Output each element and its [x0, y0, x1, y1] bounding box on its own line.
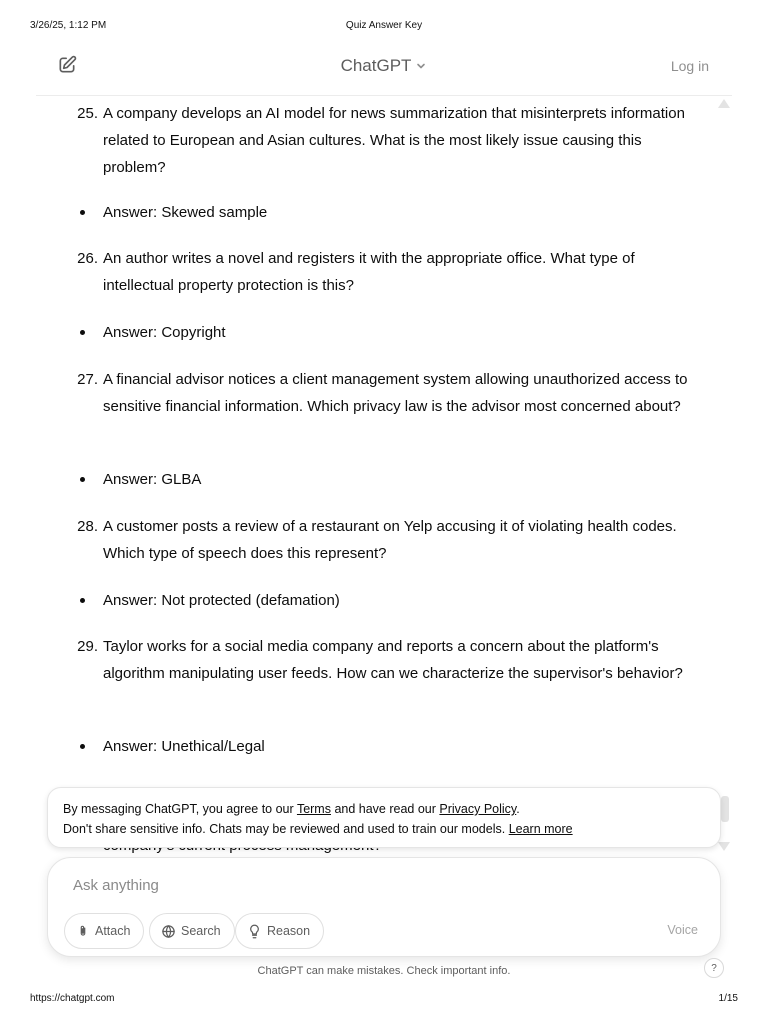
message-input[interactable]	[73, 873, 633, 897]
answer-item	[103, 587, 340, 614]
consent-line-1	[63, 799, 705, 819]
consent-text: .	[516, 802, 520, 816]
reason-button[interactable]	[235, 913, 324, 949]
question-text: A customer posts a review of a restaurant on Yelp accusing it of violating health codes. Which type of speech does this represent?	[103, 518, 677, 562]
login-button[interactable]: Log in	[670, 58, 709, 74]
question-item	[77, 513, 693, 567]
consent-text: and have read our	[330, 802, 440, 816]
question-item	[77, 100, 693, 181]
privacy-policy-link[interactable]: Privacy Policy	[439, 802, 517, 816]
question-item	[77, 633, 693, 687]
bullet	[80, 330, 85, 335]
print-header	[0, 20, 768, 34]
consent-text: By messaging ChatGPT, you agree to our	[63, 802, 297, 816]
question-text: Taylor works for a social media company and reports a concern about the platform's algorithm manipulating user feeds. How can we characterize the supervisor's behavior?	[103, 638, 683, 682]
print-datetime: 3/26/25, 1:12 PM	[30, 20, 107, 31]
print-url: https://chatgpt.com	[30, 993, 115, 1004]
answer-item	[103, 319, 226, 346]
answer-item	[103, 466, 201, 493]
scroll-down-arrow[interactable]	[718, 842, 730, 851]
answer-item	[103, 733, 265, 760]
answer-text: Answer: GLBA	[103, 471, 202, 488]
reason-label: Reason	[267, 924, 311, 938]
answer-text: Answer: Unethical/Legal	[103, 738, 265, 755]
bullet	[80, 210, 85, 215]
question-number: 26.	[77, 250, 98, 267]
terms-link[interactable]: Terms	[296, 802, 331, 816]
chevron-down-icon	[415, 57, 427, 77]
question-text: A company develops an AI model for news summarization that misinterprets information related to European and Asian cultures. What is the most likely issue causing this problem?	[103, 105, 685, 176]
model-selector[interactable]	[36, 56, 732, 77]
question-text: An author writes a novel and registers it with the appropriate office. What type of intellectual property protection is this?	[103, 250, 635, 294]
question-item	[77, 245, 693, 299]
message-composer	[47, 857, 721, 957]
help-button[interactable]: ?	[704, 958, 724, 978]
model-name: ChatGPT	[340, 56, 412, 75]
consent-line-2	[63, 819, 705, 839]
voice-button[interactable]: Voice	[667, 923, 698, 937]
print-doc-title: Quiz Answer Key	[345, 20, 423, 31]
question-text: A financial advisor notices a client management system allowing unauthorized access to sensitive financial information. Which privacy law is the advisor most concerned about?	[103, 371, 688, 415]
bullet	[80, 477, 85, 482]
question-number: 27.	[77, 371, 98, 388]
question-item	[77, 366, 693, 420]
globe-icon	[161, 924, 176, 939]
question-number: 29.	[77, 638, 98, 655]
attach-label: Attach	[95, 924, 131, 938]
scrollbar-thumb[interactable]	[721, 796, 729, 822]
app-header	[36, 46, 732, 96]
search-label: Search	[181, 924, 221, 938]
paperclip-icon	[76, 924, 90, 938]
answer-text: Answer: Skewed sample	[103, 204, 268, 221]
attach-button[interactable]	[64, 913, 144, 949]
consent-banner	[47, 787, 721, 848]
answer-item	[103, 199, 267, 226]
disclaimer-text: ChatGPT can make mistakes. Check important info.	[257, 965, 511, 977]
consent-text: Don't share sensitive info. Chats may be reviewed and used to train our models.	[63, 822, 509, 836]
search-button[interactable]	[149, 913, 235, 949]
answer-text: Answer: Not protected (defamation)	[103, 592, 340, 609]
learn-more-link[interactable]: Learn more	[508, 822, 573, 836]
bullet	[80, 744, 85, 749]
bullet	[80, 598, 85, 603]
question-number: 25.	[77, 105, 98, 122]
conversation-content	[0, 98, 768, 858]
print-page-number: 1/15	[718, 993, 738, 1004]
question-number: 28.	[77, 518, 98, 535]
answer-text: Answer: Copyright	[103, 324, 226, 341]
lightbulb-icon	[247, 924, 262, 939]
